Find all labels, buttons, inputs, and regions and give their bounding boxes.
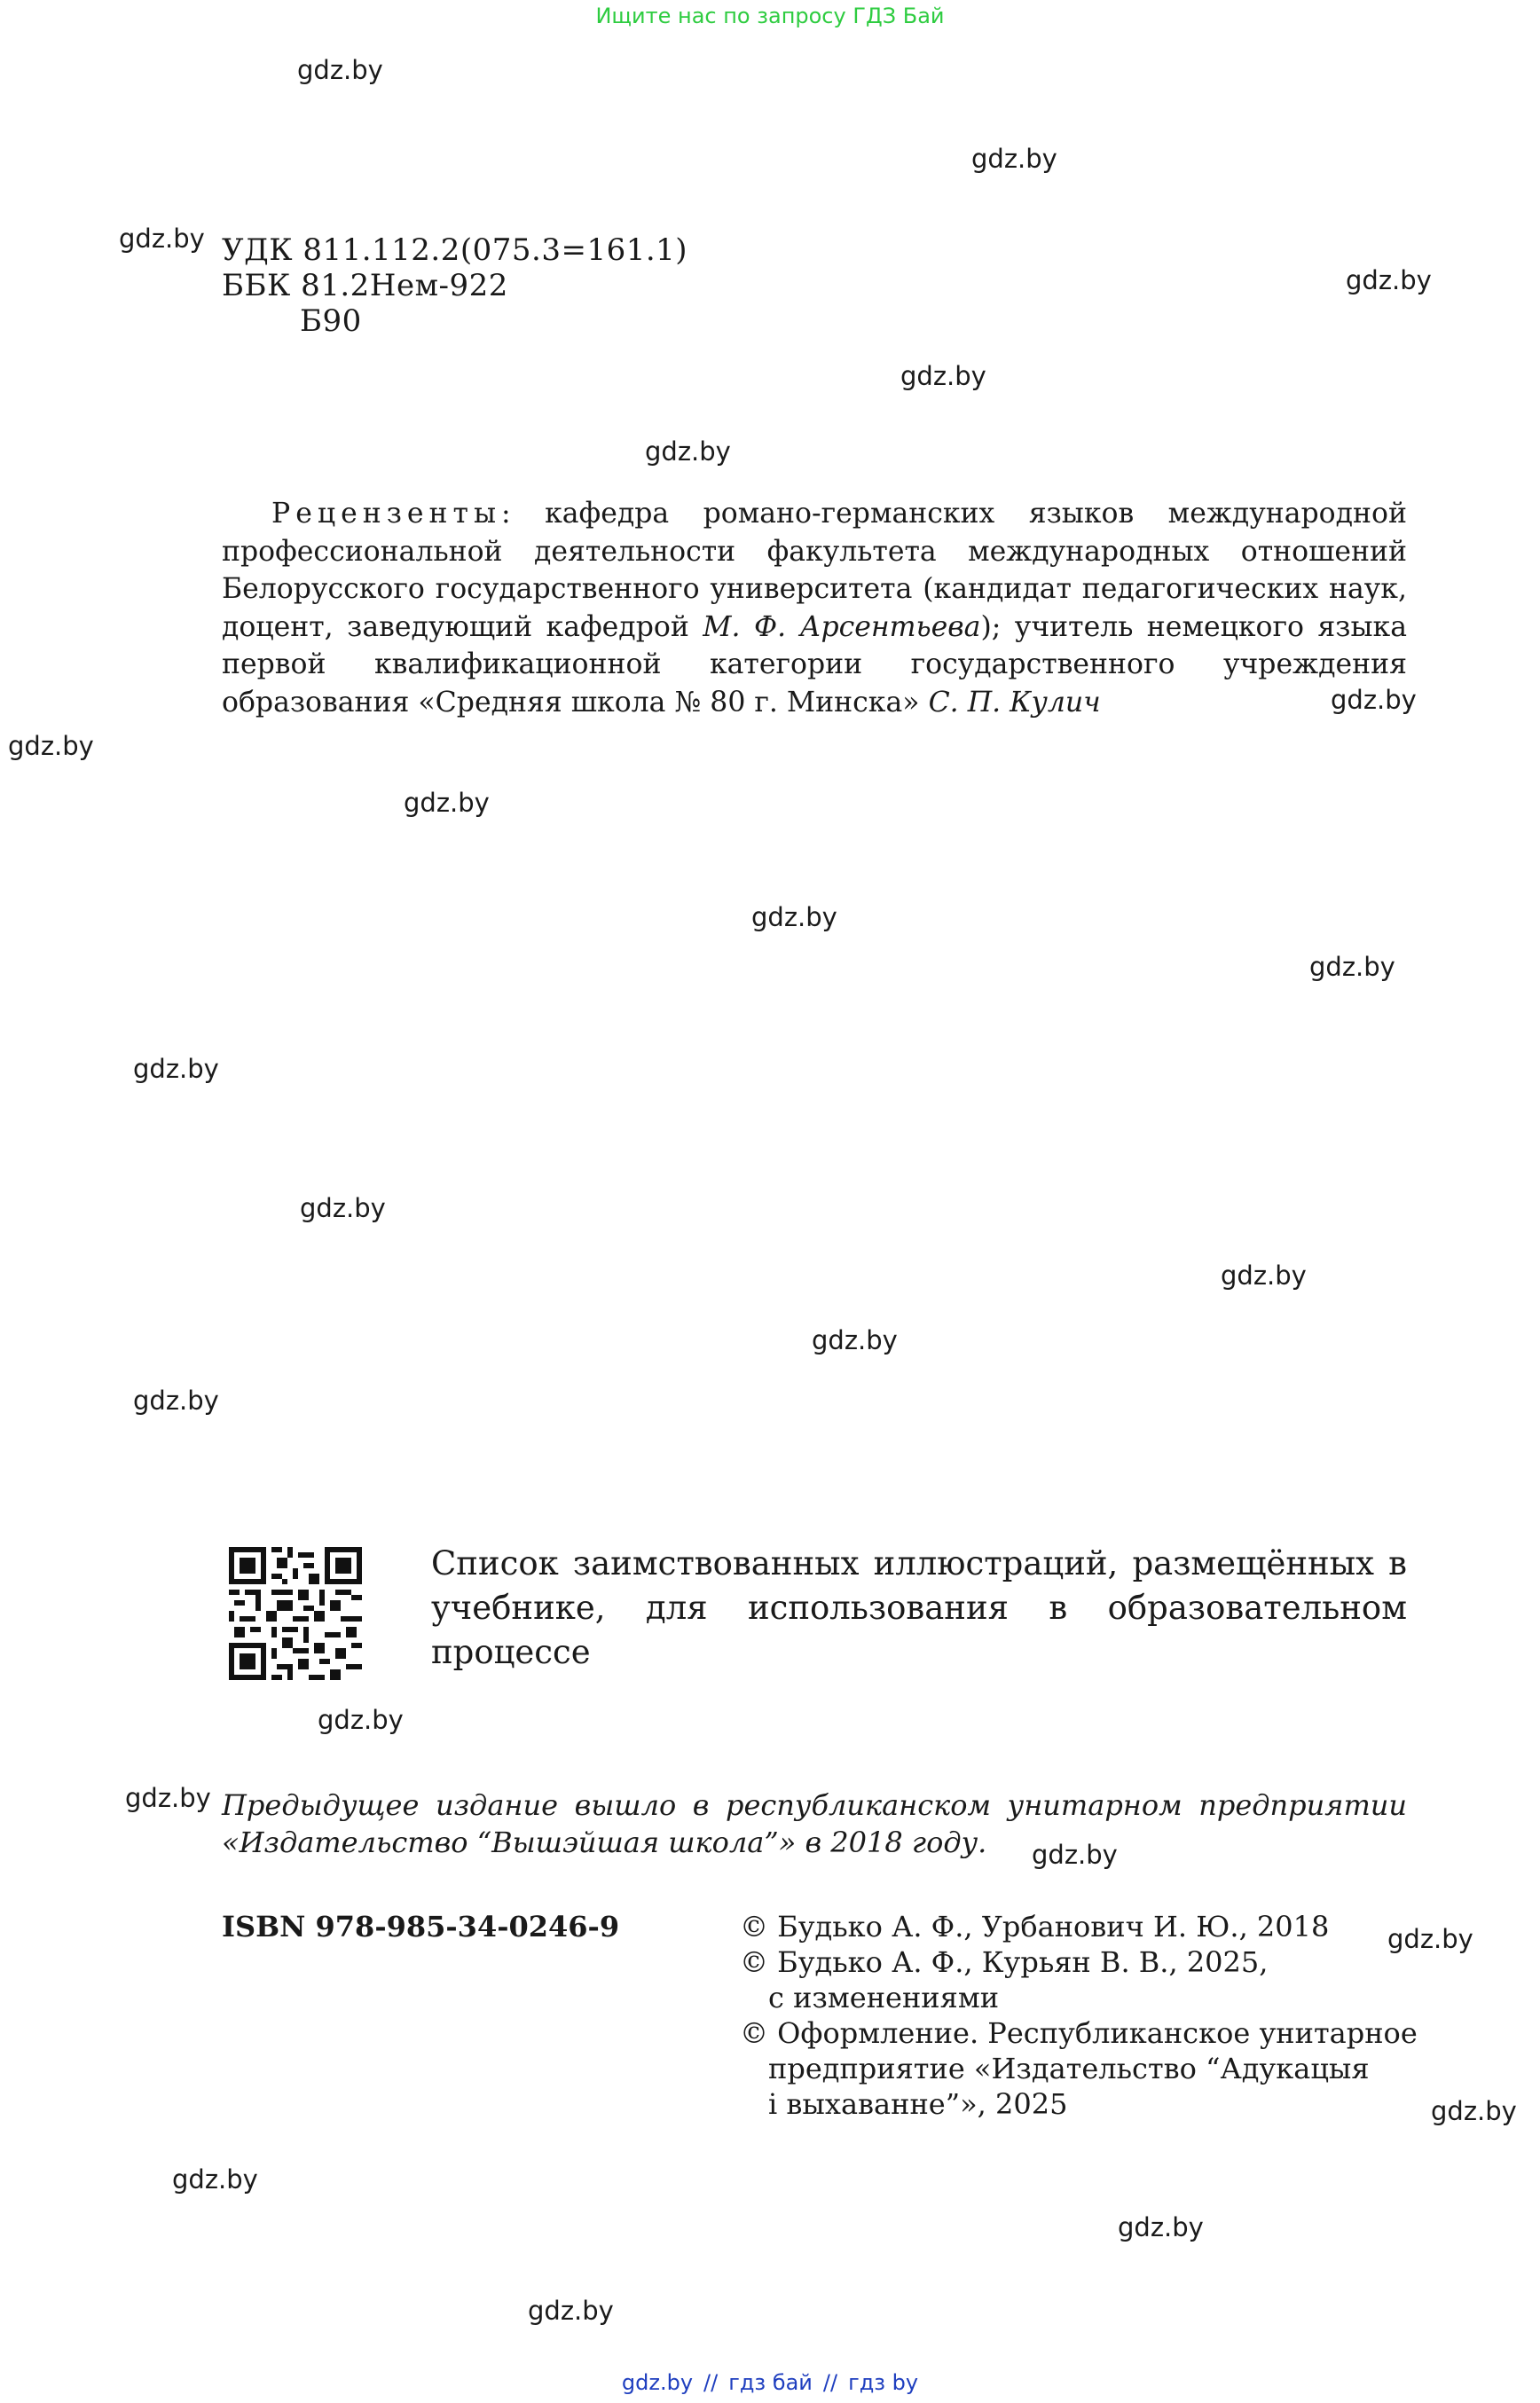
illustrations-note: Список заимствованных иллюстраций, размещённых в учебнике, для использования в образовательном процессе (431, 1544, 1407, 1671)
watermark: gdz.by (645, 436, 731, 467)
top-banner-link[interactable]: Ищите нас по запросу ГДЗ Бай (595, 4, 945, 28)
udc-code: УДК 811.112.2(075.3=161.1) (222, 232, 688, 268)
reviewers-text-2: ); учитель немецкого языка первой квалификационной категории государственного учреждения образования «Средняя школа № 80 г. Минска» (222, 610, 1408, 719)
watermark: gdz.by (133, 1054, 219, 1084)
watermark: gdz.by (971, 144, 1057, 174)
watermark: gdz.by (300, 1193, 386, 1223)
copyright-block (740, 1909, 1418, 2122)
bottom-link-gdz-by-cyr[interactable]: гдз by (848, 2370, 919, 2395)
isbn: ISBN 978-985-34-0246-9 (222, 1910, 620, 1944)
watermark: gdz.by (528, 2296, 614, 2326)
copyright-line: і выхаванне”», 2025 (768, 2087, 1068, 2121)
watermark: gdz.by (1221, 1260, 1307, 1291)
bottom-links (0, 2370, 1540, 2395)
reviewers-label: Рецензенты (271, 498, 502, 530)
reviewer-name-1: М. Ф. Арсентьева (703, 610, 981, 643)
watermark: gdz.by (8, 731, 94, 761)
copyright-line: © Будько А. Ф., Курьян В. В., 2025, (740, 1945, 1269, 1979)
watermark: gdz.by (297, 55, 383, 85)
watermark: gdz.by (1309, 952, 1395, 982)
bottom-link-gdz-by[interactable]: gdz.by (621, 2370, 694, 2395)
watermark: gdz.by (172, 2164, 258, 2195)
reviewers-text-1: : кафедра романо-германских языков международной профессиональной деятельности факультета международных отношений Белорусского государственного университета (кандидат педагогических наук, доцент, заведующий кафедрой (222, 498, 1407, 643)
watermark: gdz.by (751, 902, 837, 932)
watermark: gdz.by (900, 361, 986, 391)
watermark: gdz.by (125, 1783, 211, 1813)
watermark: gdz.by (1346, 265, 1432, 295)
watermark: gdz.by (404, 788, 490, 818)
watermark: gdz.by (1118, 2212, 1204, 2242)
watermark: gdz.by (318, 1705, 404, 1735)
qr-code-icon[interactable] (229, 1547, 362, 1680)
bottom-link-gdz-bai[interactable]: гдз бай (728, 2370, 813, 2395)
bottom-separator: // (822, 2370, 838, 2395)
watermark: gdz.by (1331, 685, 1417, 715)
watermark: gdz.by (812, 1325, 898, 1355)
reviewer-name-2: С. П. Кулич (928, 686, 1101, 719)
watermark: gdz.by (133, 1386, 219, 1416)
reviewers-paragraph (222, 495, 1407, 721)
copyright-line: © Оформление. Республиканское унитарное (740, 2016, 1418, 2050)
copyright-line: предприятие «Издательство “Адукацыя (768, 2052, 1370, 2085)
watermark: gdz.by (1387, 1924, 1473, 1954)
copyright-line: с изменениями (768, 1981, 1000, 2014)
bottom-separator: // (703, 2370, 719, 2395)
watermark: gdz.by (1032, 1840, 1118, 1870)
bbk-code: ББК 81.2Нем-922 (222, 268, 508, 303)
copyright-line: © Будько А. Ф., Урбанович И. Ю., 2018 (740, 1910, 1330, 1944)
author-code: Б90 (300, 303, 362, 339)
previous-edition-note: Предыдущее издание вышло в республиканском унитарном предприятии «Издательство “Вышэйшая школа”» в 2018 году. (222, 1788, 1407, 1859)
watermark: gdz.by (119, 224, 205, 254)
classification-block (222, 232, 688, 339)
watermark: gdz.by (1431, 2096, 1517, 2126)
